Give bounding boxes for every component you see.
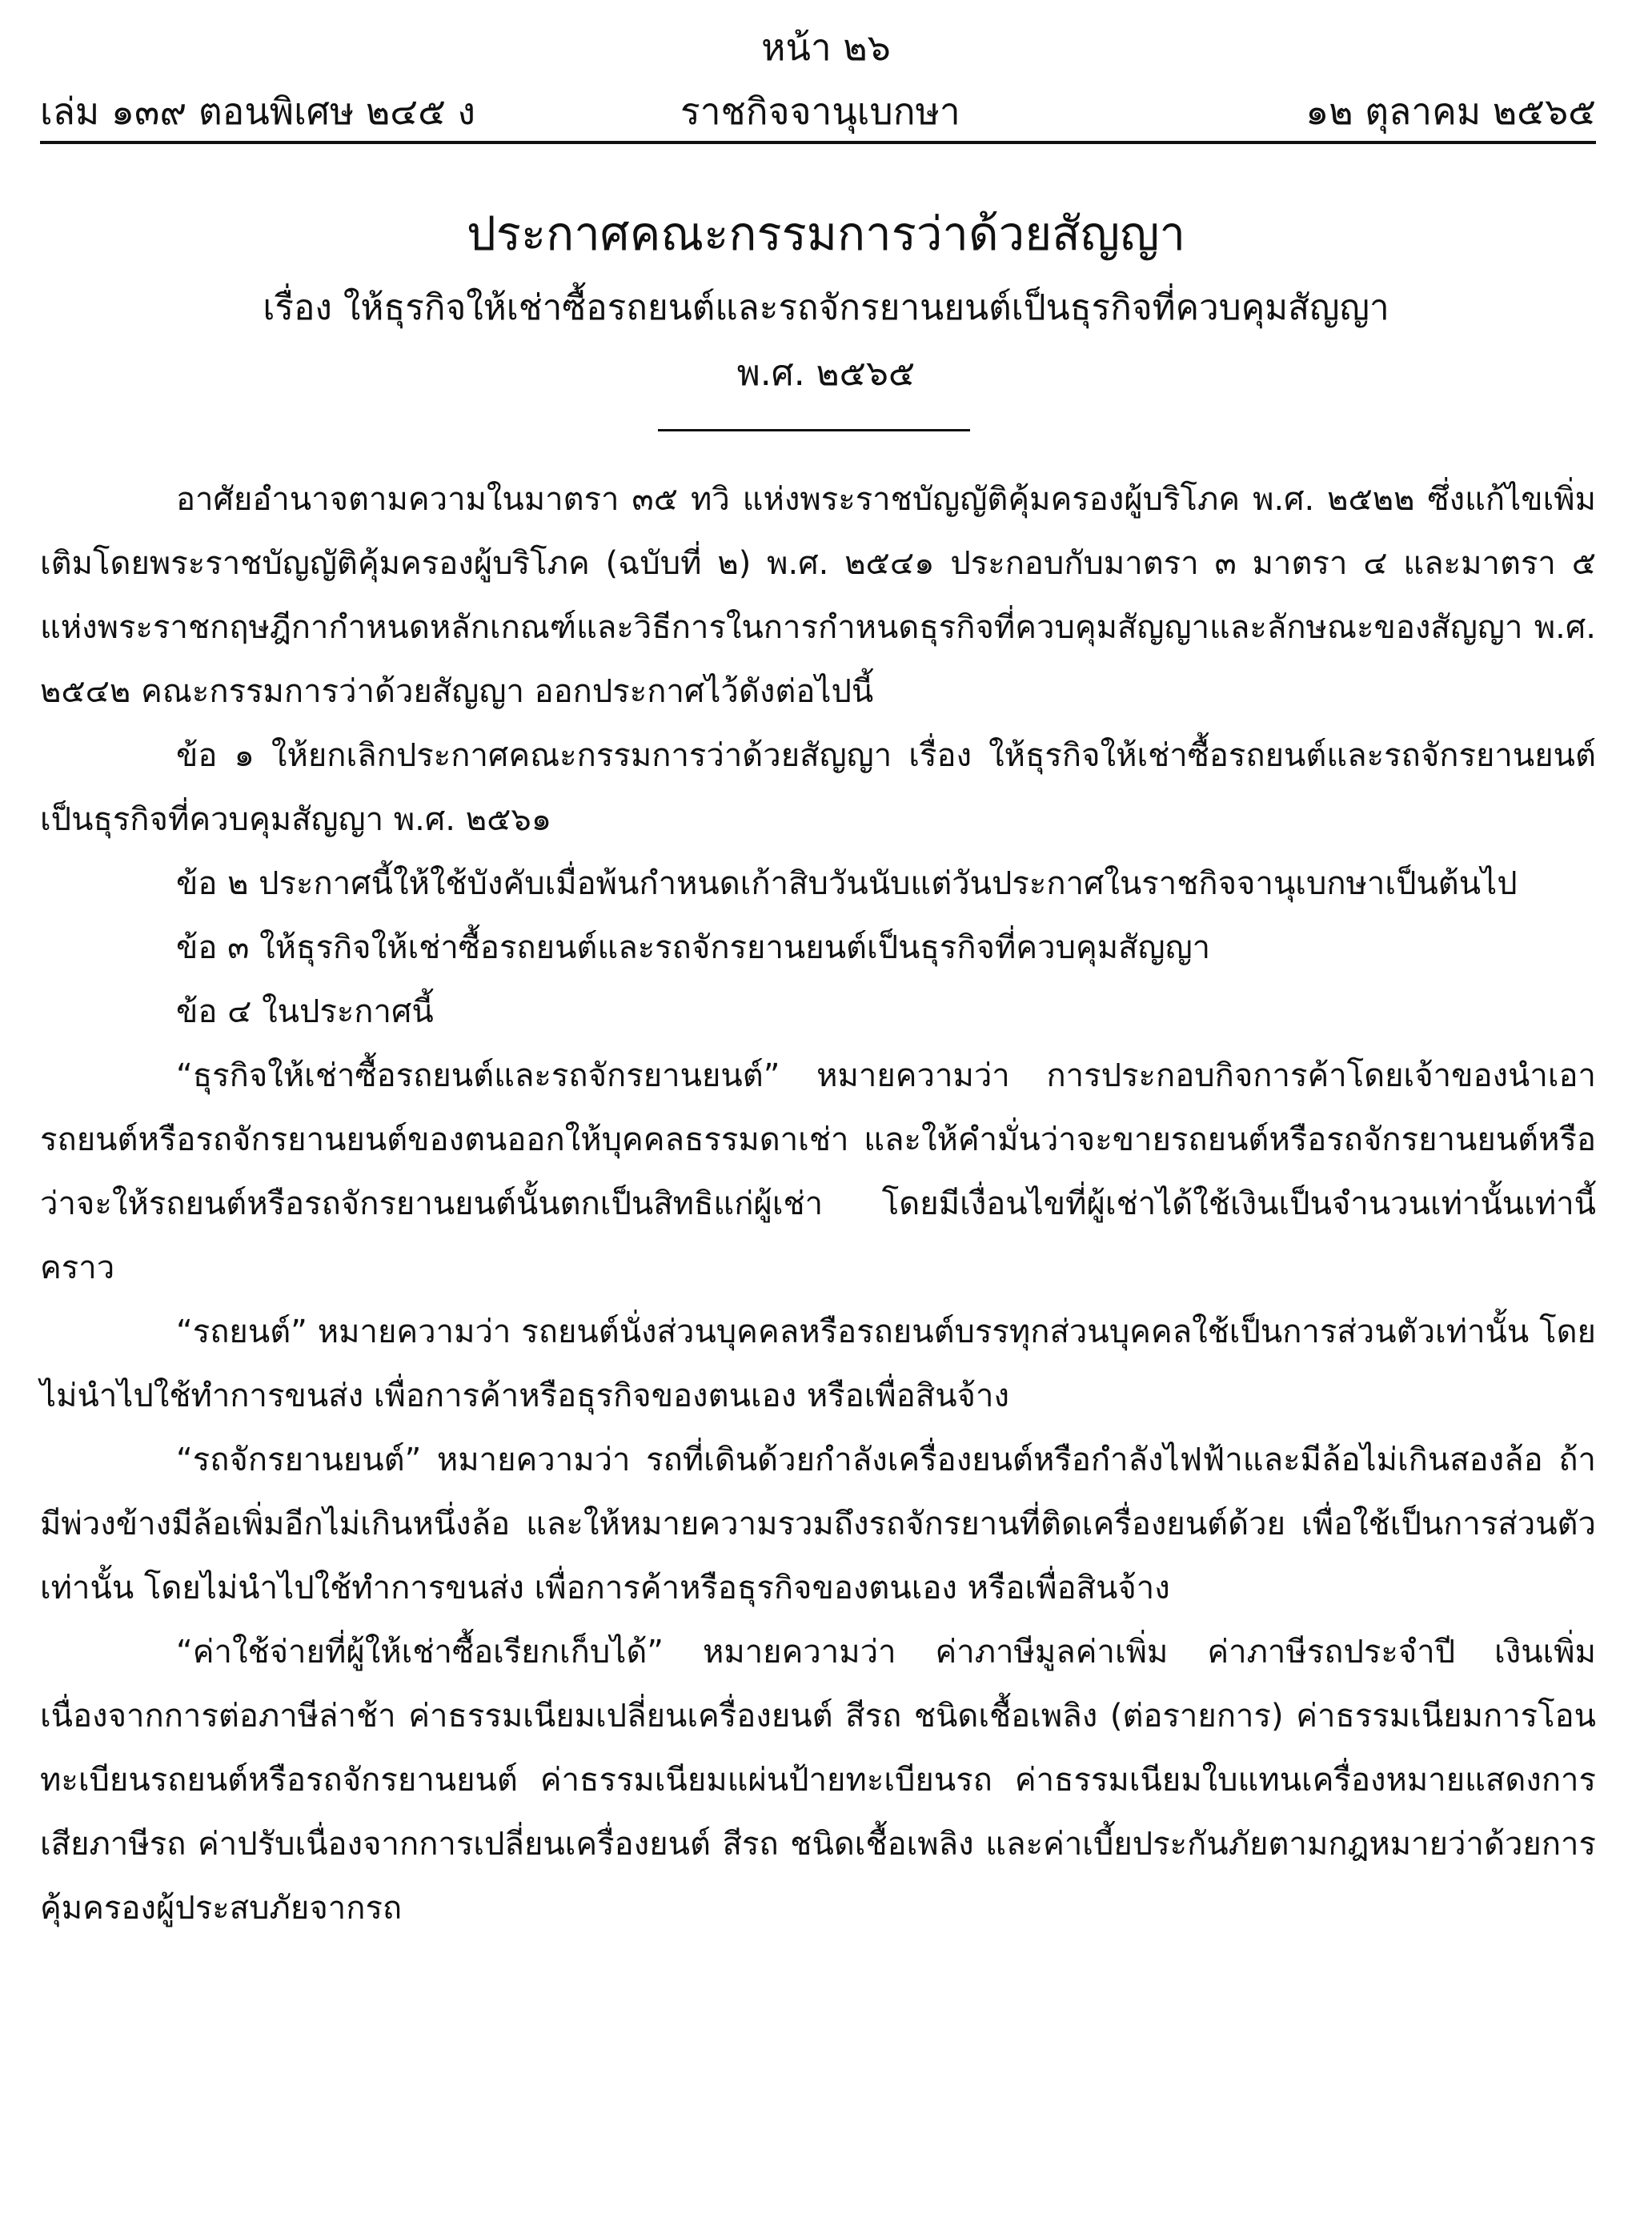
announcement-title: ประกาศคณะกรรมการว่าด้วยสัญญา bbox=[466, 207, 1186, 261]
paragraph-preamble: อาศัยอำนาจตามความในมาตรา ๓๕ ทวิ แห่งพระราชบัญญัติคุ้มครองผู้บริโภค พ.ศ. ๒๕๒๒ ซึ่งแก้ไขเพิ่มเติมโดยพระราชบัญญัติคุ้มครองผู้บริโภค (ฉบับที่ ๒) พ.ศ. ๒๕๔๑ ประกอบกับมาตรา ๓ มาตรา ๔ และมาตรา ๕ แห่งพระราชกฤษฎีกากำหนดหลักเกณฑ์และวิธีการในการกำหนดธุรกิจที่ควบคุมสัญญาและลักษณะของสัญญา พ.ศ. ๒๕๔๒ คณะกรรมการว่าด้วยสัญญา ออกประกาศไว้ดังต่อไปนี้ bbox=[40, 481, 1597, 710]
announcement-body bbox=[40, 467, 1596, 1940]
volume-issue: เล่ม ๑๓๙ ตอนพิเศษ ๒๔๕ ง bbox=[40, 90, 475, 133]
publication-date: ๑๒ ตุลาคม ๒๕๖๕ bbox=[1305, 90, 1596, 133]
definition-car: “รถยนต์” หมายความว่า รถยนต์นั่งส่วนบุคคลหรือรถยนต์บรรทุกส่วนบุคคลใช้เป็นการส่วนตัวเท่านั้น โดยไม่นำไปใช้ทำการขนส่ง เพื่อการค้าหรือธุรกิจของตนเอง หรือเพื่อสินจ้าง bbox=[40, 1314, 1596, 1414]
paragraph-clause-1: ข้อ ๑ ให้ยกเลิกประกาศคณะกรรมการว่าด้วยสัญญา เรื่อง ให้ธุรกิจให้เช่าซื้อรถยนต์และรถจักรยานยนต์เป็นธุรกิจที่ควบคุมสัญญา พ.ศ. ๒๕๖๑ bbox=[40, 737, 1596, 838]
page-number: หน้า ๒๖ bbox=[761, 26, 891, 69]
announcement-year: พ.ศ. ๒๕๖๕ bbox=[736, 353, 916, 394]
definition-hire-purchase-business: “ธุรกิจให้เช่าซื้อรถยนต์และรถจักรยานยนต์” หมายความว่า การประกอบกิจการค้าโดยเจ้าของนำเอารถยนต์หรือรถจักรยานยนต์ของตนออกให้บุคคลธรรมดาเช่า และให้คำมั่นว่าจะขายรถยนต์หรือรถจักรยานยนต์หรือว่าจะให้รถยนต์หรือรถจักรยานยนต์นั้นตกเป็นสิทธิแก่ผู้เช่า โดยมีเงื่อนไขที่ผู้เช่าได้ใช้เงินเป็นจำนวนเท่านั้นเท่านี้คราว bbox=[40, 1057, 1596, 1286]
announcement-subject: เรื่อง ให้ธุรกิจให้เช่าซื้อรถยนต์และรถจักรยานยนต์เป็นธุรกิจที่ควบคุมสัญญา bbox=[263, 287, 1389, 328]
running-header bbox=[40, 86, 1596, 142]
header-divider bbox=[40, 141, 1596, 144]
paragraph-clause-2: ข้อ ๒ ประกาศนี้ให้ใช้บังคับเมื่อพ้นกำหนดเก้าสิบวันนับแต่วันประกาศในราชกิจจานุเบกษาเป็นต้นไป bbox=[176, 865, 1518, 902]
publication-name: ราชกิจจานุเบกษา bbox=[680, 90, 960, 133]
definition-expenses: “ค่าใช้จ่ายที่ผู้ให้เช่าซื้อเรียกเก็บได้” หมายความว่า ค่าภาษีมูลค่าเพิ่ม ค่าภาษีรถประจำปี เงินเพิ่มเนื่องจากการต่อภาษีล่าช้า ค่าธรรมเนียมเปลี่ยนเครื่องยนต์ สีรถ ชนิดเชื้อเพลิง (ต่อรายการ) ค่าธรรมเนียมการโอนทะเบียนรถยนต์หรือรถจักรยานยนต์ ค่าธรรมเนียมแผ่นป้ายทะเบียนรถ ค่าธรรมเนียมใบแทนเครื่องหมายแสดงการเสียภาษีรถ ค่าปรับเนื่องจากการเปลี่ยนเครื่องยนต์ สีรถ ชนิดเชื้อเพลิง และค่าเบี้ยประกันภัยตามกฎหมายว่าด้วยการคุ้มครองผู้ประสบภัยจากรถ bbox=[40, 1634, 1596, 1927]
paragraph-clause-4: ข้อ ๔ ในประกาศนี้ bbox=[176, 993, 434, 1030]
title-divider bbox=[658, 429, 970, 431]
paragraph-clause-3: ข้อ ๓ ให้ธุรกิจให้เช่าซื้อรถยนต์และรถจักรยานยนต์เป็นธุรกิจที่ควบคุมสัญญา bbox=[176, 929, 1211, 966]
definition-motorcycle: “รถจักรยานยนต์” หมายความว่า รถที่เดินด้วยกำลังเครื่องยนต์หรือกำลังไฟฟ้าและมีล้อไม่เกินสองล้อ ถ้ามีพ่วงข้างมีล้อเพิ่มอีกไม่เกินหนึ่งล้อ และให้หมายความรวมถึงรถจักรยานที่ติดเครื่องยนต์ด้วย เพื่อใช้เป็นการส่วนตัวเท่านั้น โดยไม่นำไปใช้ทำการขนส่ง เพื่อการค้าหรือธุรกิจของตนเอง หรือเพื่อสินจ้าง bbox=[40, 1442, 1596, 1606]
